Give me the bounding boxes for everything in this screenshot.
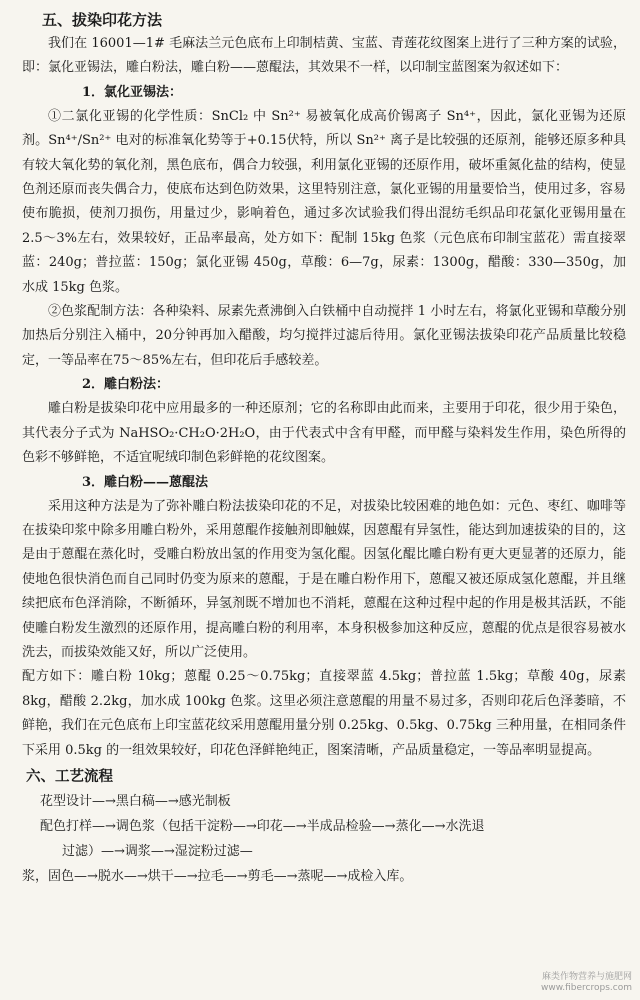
section-5-heading: 五、拔染印花方法 xyxy=(42,11,163,29)
process-flow-line-4: 浆，固色—→脱水—→烘干—→拉毛—→剪毛—→蒸呢—→成检入库。 xyxy=(22,868,413,884)
subsection-1-heading: 1．氯化亚锡法： xyxy=(82,84,183,100)
watermark-line-2: www.fibercrops.com xyxy=(541,983,632,993)
subsection-2-paragraph-1: 雕白粉是拔染印花中应用最多的一种还原剂；它的名称即由此而来，主要用于印花，很少用于染色，其代表分子式为 NaHSO₂·CH₂O·2H₂O，由于代表式中含有甲醛，而甲醛与染料发生作用，染色所得的色彩不够鲜艳，不适宜呢绒印制色彩鲜艳的花纹图案。 xyxy=(22,401,626,466)
subsection-3-paragraph-1: 采用这种方法是为了弥补雕白粉法拔染印花的不足，对拔染比较困难的地色如：元色、枣红、咖啡等在拔染印浆中除多用雕白粉外，采用蒽醌作接触剂即触媒，因蒽醌有异氢性，能达到加速拔染的目的，这是由于蒽醌在蒸化时，受雕白粉放出氢的作用变为氢化醌。因氢化醌比雕白粉有更大更显著的还原力，能使地色很快消色而自己同时仍变为原来的蒽醌，于是在雕白粉作用下，蒽醌又被还原成氢化蒽醌，并且继续把底布色泽消除，不断循环，异氢剂既不增加也不消耗，蒽醌在这种过程中起的作用是极其活跃，不能使雕白粉发生激烈的还原作用，提高雕白粉的利用率，本身积极参加这种反应，蒽醌的优点是很容易被水洗去，而拔染效能又好，所以广泛使用。 xyxy=(22,498,626,660)
subsection-2-heading: 2．雕白粉法： xyxy=(82,377,170,393)
process-flow-line-2: 配色打样—→调色浆（包括干淀粉—→印花—→半成品检验—→蒸化—→水洗退 xyxy=(40,818,485,834)
watermark-line-1: 麻类作物营养与施肥网 xyxy=(541,972,632,982)
process-flow-line-1: 花型设计—→黑白稿—→感光制板 xyxy=(40,793,231,809)
subsection-3-paragraph-2: 配方如下：雕白粉 10kg；蒽醌 0.25～0.75kg；直接翠蓝 4.5kg；普拉蓝 1.5kg；草酸 40g，尿素 8kg，醋酸 2.2kg，加水成 100kg 色浆。这里必须注意蒽醌的用量不易过多，否则印花后色泽萎暗，不鲜艳，我们在元色底布上印宝蓝花纹采用蒽醌用量分别 0.25kg、0.5kg、0.75kg 三种用量，在相同条件下采用 0.5kg 的一组效果较好，印花色泽鲜艳纯正，图案清晰，产品质量稳定，一等品率明显提高。 xyxy=(22,669,626,758)
subsection-3-heading: 3．雕白粉——蒽醌法 xyxy=(82,474,209,490)
process-flow-line-3: 过滤）—→调浆—→湿淀粉过滤— xyxy=(62,843,253,859)
subsection-1-paragraph-2: ②色浆配制方法：各种染料、尿素先煮沸倒入白铁桶中自动搅拌 1 小时左右，将氯化亚锡和草酸分别加热后分别注入桶中，20分钟再加入醋酸，均匀搅拌过滤后待用。氯化亚锡法拔染印花产品质量比较稳定，一等品率在75～85%左右，但印花后手感较差。 xyxy=(22,304,626,368)
section-6-heading: 六、工艺流程 xyxy=(26,768,113,785)
section-5-intro: 我们在 16001—1# 毛麻法兰元色底布上印制桔黄、宝蓝、青莲花纹图案上进行了三种方案的试验，即：氯化亚锡法，雕白粉法，雕白粉——蒽醌法，其效果不一样，以印制宝蓝图案为叙述如下： xyxy=(22,36,626,76)
subsection-1-paragraph-1: ①二氯化亚锡的化学性质：SnCl₂ 中 Sn²⁺ 易被氧化成高价锡离子 Sn⁴⁺，因此，氯化亚锡为还原剂。Sn⁴⁺/Sn²⁺ 电对的标准氧化势等于+0.15伏特，所以 Sn²⁺ 离子是比较强的还原剂，能够还原多种具有较大氧化势的氧化剂，黑色底布，偶合力较强，利用氯化亚锡的还原作用，破坏重氮化盐的结构，使显色剂还原而丧失偶合力，使底布达到色防效果，这里特别注意，氯化亚锡的用量要恰当，使用过多，容易使布脆损，使剂刀损伤，用量过少，影响着色，通过多次试验我们得出混纺毛织品印花氯化亚锡用量在2.5～3%左右，效果较好，正品率最高，处方如下：配制 15kg 色浆（元色底布印制宝蓝花）需直接翠蓝：240g；普拉蓝：150g；氯化亚锡 450g，草酸：6—7g，尿素：1300g，醋酸：330—350g，加水成 15kg 色浆。 xyxy=(22,108,626,295)
watermark xyxy=(541,972,632,994)
